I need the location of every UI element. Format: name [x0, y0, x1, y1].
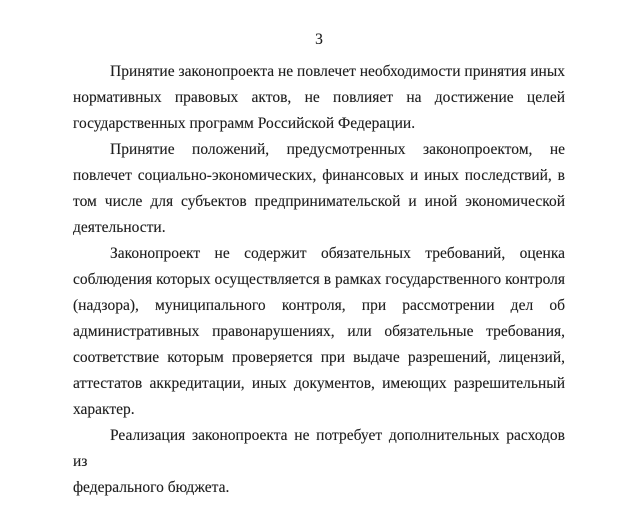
paragraph: [73, 59, 565, 137]
text-line: нормативных правовых актов, не повлияет на достижение целей: [73, 89, 565, 106]
text-line: характер.: [73, 401, 135, 418]
paragraph: [73, 241, 565, 423]
text-line: Принятие положений, предусмотренных законопроектом, не: [110, 141, 565, 158]
text-line: государственных программ Российской Федерации.: [73, 115, 416, 132]
text-line: соответствие которым проверяется при выдаче разрешений, лицензий,: [73, 349, 565, 366]
text-line: Реализация законопроекта не потребует дополнительных расходов из: [73, 427, 565, 470]
text-line: соблюдения которых осуществляется в рамках государственного контроля: [73, 271, 565, 288]
text-line: Законопроект не содержит обязательных требований, оценка: [110, 245, 565, 262]
text-line: деятельности.: [73, 219, 166, 236]
text-line: административных правонарушениях, или обязательные требования,: [73, 323, 565, 340]
text-line: повлечет социально-экономических, финансовых и иных последствий, в: [73, 167, 565, 184]
text-line: Принятие законопроекта не повлечет необходимости принятия иных: [110, 63, 565, 80]
text-line: аттестатов аккредитации, иных документов, имеющих разрешительный: [73, 375, 565, 392]
paragraph: [73, 137, 565, 241]
text-line: том числе для субъектов предпринимательской и иной экономической: [73, 193, 565, 210]
page-number: 3: [315, 31, 323, 48]
text-line: (надзора), муниципального контроля, при рассмотрении дел об: [73, 297, 565, 314]
paragraph: [73, 423, 565, 501]
text-line: федерального бюджета.: [73, 479, 230, 496]
document-body: [73, 59, 565, 501]
